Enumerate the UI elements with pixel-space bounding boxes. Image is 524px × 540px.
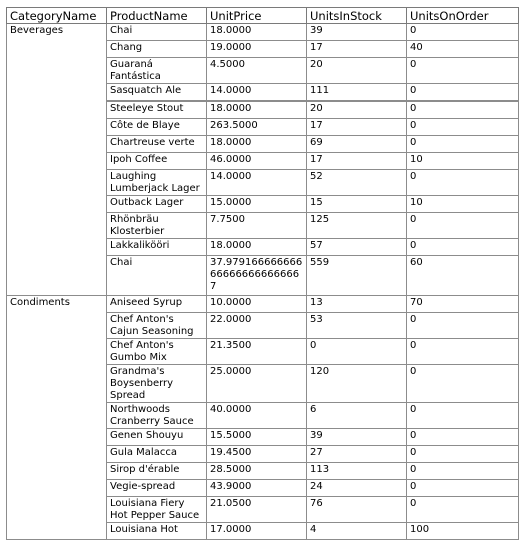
units-in-stock-cell: 15 bbox=[307, 196, 407, 213]
units-on-order-cell: 0 bbox=[407, 24, 519, 41]
unit-price-cell: 21.3500 bbox=[207, 339, 307, 365]
units-on-order-cell: 0 bbox=[407, 463, 519, 480]
product-cell: Steeleye Stout bbox=[107, 101, 207, 119]
units-on-order-cell: 0 bbox=[407, 170, 519, 196]
table-row bbox=[7, 296, 519, 313]
units-in-stock-cell: 57 bbox=[307, 239, 407, 256]
product-cell: Lakkalikööri bbox=[107, 239, 207, 256]
unit-price-cell: 22.0000 bbox=[207, 313, 307, 339]
units-on-order-cell: 0 bbox=[407, 58, 519, 84]
units-on-order-cell: 100 bbox=[407, 523, 519, 540]
unit-price-cell: 4.5000 bbox=[207, 58, 307, 84]
units-in-stock-cell: 111 bbox=[307, 84, 407, 102]
table-row bbox=[7, 24, 519, 41]
report-table-container bbox=[6, 7, 521, 535]
unit-price-cell: 18.0000 bbox=[207, 24, 307, 41]
unit-price-cell: 263.5000 bbox=[207, 119, 307, 136]
unit-price-cell: 14.0000 bbox=[207, 84, 307, 102]
category-cell: Condiments bbox=[7, 296, 107, 540]
column-header-product: ProductName bbox=[107, 8, 207, 24]
units-in-stock-cell: 6 bbox=[307, 403, 407, 429]
unit-price-cell: 18.0000 bbox=[207, 101, 307, 119]
product-cell: Chef Anton's Cajun Seasoning bbox=[107, 313, 207, 339]
units-in-stock-cell: 39 bbox=[307, 429, 407, 446]
units-on-order-cell: 0 bbox=[407, 497, 519, 523]
units-on-order-cell: 0 bbox=[407, 446, 519, 463]
product-cell: Northwoods Cranberry Sauce bbox=[107, 403, 207, 429]
table-body bbox=[7, 24, 519, 540]
units-on-order-cell: 0 bbox=[407, 365, 519, 403]
units-on-order-cell: 0 bbox=[407, 136, 519, 153]
product-cell: Gula Malacca bbox=[107, 446, 207, 463]
summary-units-on-order-cell: 60 bbox=[407, 256, 519, 296]
units-in-stock-cell: 0 bbox=[307, 339, 407, 365]
units-on-order-cell: 0 bbox=[407, 429, 519, 446]
unit-price-cell: 43.9000 bbox=[207, 480, 307, 497]
units-in-stock-cell: 17 bbox=[307, 41, 407, 58]
product-cell: Sasquatch Ale bbox=[107, 84, 207, 102]
product-cell: Chai bbox=[107, 24, 207, 41]
units-in-stock-cell: 4 bbox=[307, 523, 407, 540]
unit-price-cell: 18.0000 bbox=[207, 239, 307, 256]
unit-price-cell: 7.7500 bbox=[207, 213, 307, 239]
units-on-order-cell: 0 bbox=[407, 101, 519, 119]
unit-price-cell: 15.5000 bbox=[207, 429, 307, 446]
unit-price-cell: 19.0000 bbox=[207, 41, 307, 58]
category-cell: Beverages bbox=[7, 24, 107, 296]
product-cell: Côte de Blaye bbox=[107, 119, 207, 136]
units-in-stock-cell: 13 bbox=[307, 296, 407, 313]
unit-price-cell: 19.4500 bbox=[207, 446, 307, 463]
units-in-stock-cell: 17 bbox=[307, 119, 407, 136]
product-cell: Ipoh Coffee bbox=[107, 153, 207, 170]
product-cell: Laughing Lumberjack Lager bbox=[107, 170, 207, 196]
unit-price-cell: 15.0000 bbox=[207, 196, 307, 213]
column-header-category: CategoryName bbox=[7, 8, 107, 24]
summary-product-cell: Chai bbox=[107, 256, 207, 296]
unit-price-cell: 28.5000 bbox=[207, 463, 307, 480]
product-cell: Genen Shouyu bbox=[107, 429, 207, 446]
product-cell: Chang bbox=[107, 41, 207, 58]
product-cell: Louisiana Hot bbox=[107, 523, 207, 540]
units-in-stock-cell: 24 bbox=[307, 480, 407, 497]
units-on-order-cell: 0 bbox=[407, 313, 519, 339]
product-cell: Grandma's Boysenberry Spread bbox=[107, 365, 207, 403]
units-in-stock-cell: 20 bbox=[307, 101, 407, 119]
column-header-unit-price: UnitPrice bbox=[207, 8, 307, 24]
product-cell: Louisiana Fiery Hot Pepper Sauce bbox=[107, 497, 207, 523]
product-cell: Guaraná Fantástica bbox=[107, 58, 207, 84]
unit-price-cell: 14.0000 bbox=[207, 170, 307, 196]
units-on-order-cell: 0 bbox=[407, 84, 519, 102]
header-row bbox=[7, 8, 519, 24]
units-on-order-cell: 10 bbox=[407, 153, 519, 170]
unit-price-cell: 46.0000 bbox=[207, 153, 307, 170]
unit-price-cell: 21.0500 bbox=[207, 497, 307, 523]
units-on-order-cell: 0 bbox=[407, 403, 519, 429]
product-cell: Chartreuse verte bbox=[107, 136, 207, 153]
units-on-order-cell: 0 bbox=[407, 339, 519, 365]
units-on-order-cell: 0 bbox=[407, 119, 519, 136]
products-by-category-table bbox=[6, 7, 519, 540]
units-in-stock-cell: 120 bbox=[307, 365, 407, 403]
column-header-units-in-stock: UnitsInStock bbox=[307, 8, 407, 24]
units-in-stock-cell: 76 bbox=[307, 497, 407, 523]
units-in-stock-cell: 69 bbox=[307, 136, 407, 153]
units-in-stock-cell: 20 bbox=[307, 58, 407, 84]
product-cell: Vegie-spread bbox=[107, 480, 207, 497]
unit-price-cell: 10.0000 bbox=[207, 296, 307, 313]
units-in-stock-cell: 27 bbox=[307, 446, 407, 463]
units-in-stock-cell: 17 bbox=[307, 153, 407, 170]
units-in-stock-cell: 39 bbox=[307, 24, 407, 41]
units-on-order-cell: 0 bbox=[407, 480, 519, 497]
units-on-order-cell: 70 bbox=[407, 296, 519, 313]
unit-price-cell: 40.0000 bbox=[207, 403, 307, 429]
product-cell: Aniseed Syrup bbox=[107, 296, 207, 313]
units-in-stock-cell: 113 bbox=[307, 463, 407, 480]
units-on-order-cell: 0 bbox=[407, 213, 519, 239]
unit-price-cell: 25.0000 bbox=[207, 365, 307, 403]
product-cell: Sirop d'érable bbox=[107, 463, 207, 480]
product-cell: Outback Lager bbox=[107, 196, 207, 213]
column-header-units-on-order: UnitsOnOrder bbox=[407, 8, 519, 24]
units-in-stock-cell: 53 bbox=[307, 313, 407, 339]
unit-price-cell: 17.0000 bbox=[207, 523, 307, 540]
product-cell: Chef Anton's Gumbo Mix bbox=[107, 339, 207, 365]
units-in-stock-cell: 125 bbox=[307, 213, 407, 239]
unit-price-cell: 18.0000 bbox=[207, 136, 307, 153]
units-in-stock-cell: 52 bbox=[307, 170, 407, 196]
units-on-order-cell: 40 bbox=[407, 41, 519, 58]
product-cell: Rhönbräu Klosterbier bbox=[107, 213, 207, 239]
units-on-order-cell: 0 bbox=[407, 239, 519, 256]
summary-units-in-stock-cell: 559 bbox=[307, 256, 407, 296]
summary-unit-price-cell: 37.979166666666666666666666667 bbox=[207, 256, 307, 296]
units-on-order-cell: 10 bbox=[407, 196, 519, 213]
